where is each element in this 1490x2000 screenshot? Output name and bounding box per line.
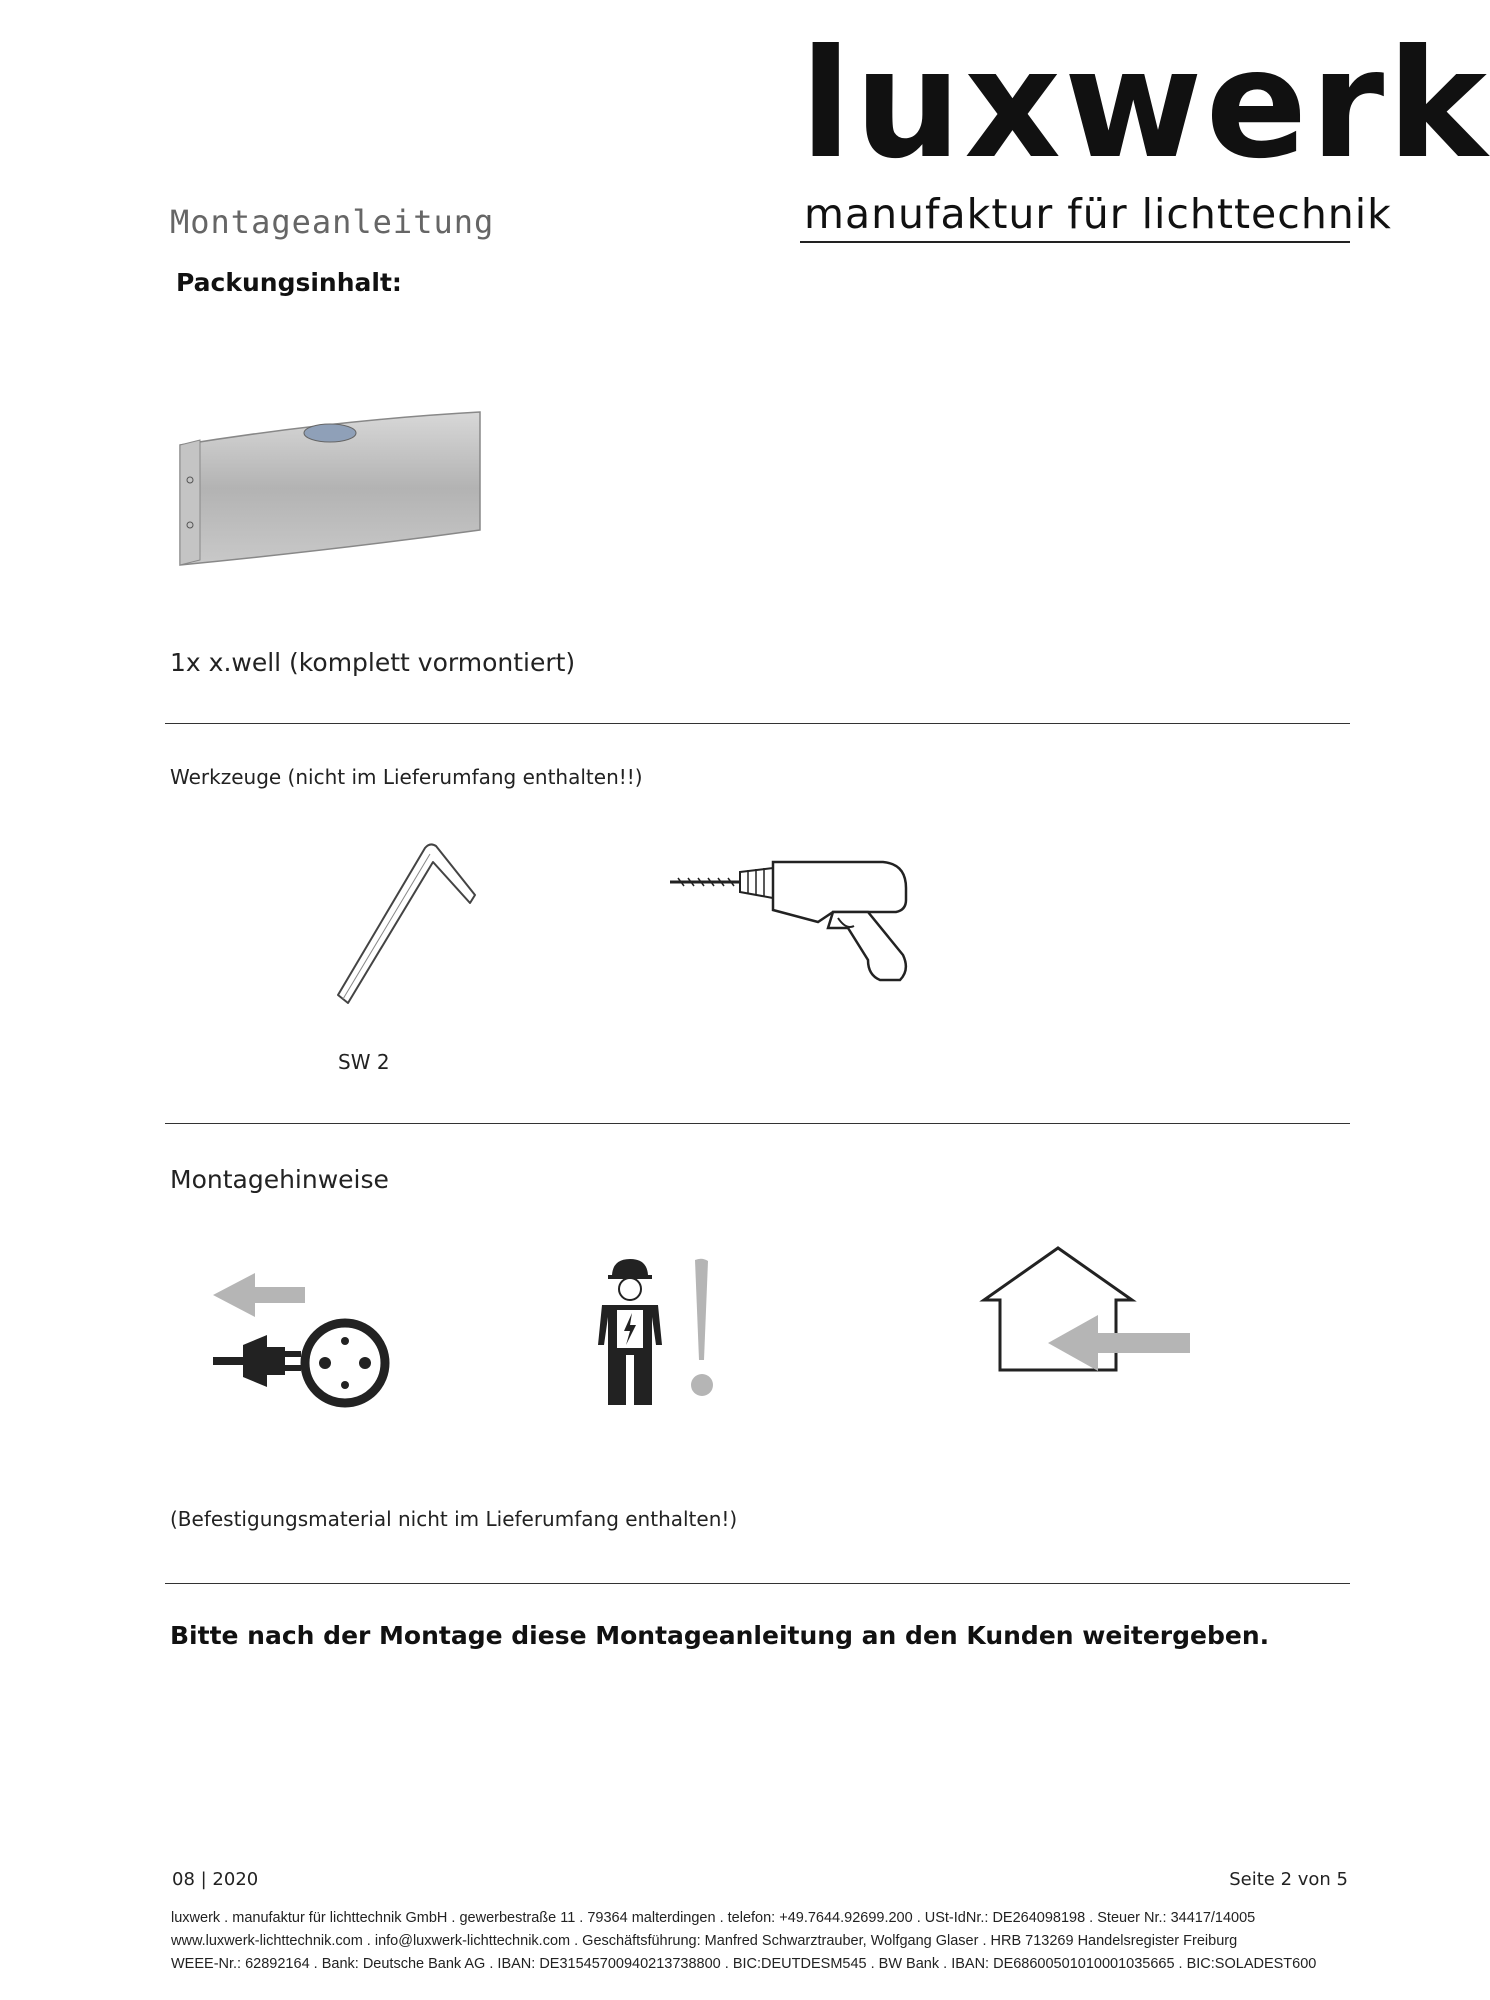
- hex-key-icon: [330, 840, 480, 1010]
- drill-icon: [668, 860, 928, 990]
- indoor-use-icon: [980, 1245, 1190, 1395]
- package-item-caption: 1x x.well (komplett vormontiert): [170, 648, 576, 677]
- footer-imprint: [171, 1907, 1346, 1976]
- footer-line-company: luxwerk . manufaktur für lichttechnik GmbH . gewerbestraße 11 . 79364 malterdingen . telefon: +49.7644.92699.200 . USt-IdNr.: DE264098198 . Steuer Nr.: 34417/14005: [171, 1910, 1256, 1926]
- footer-line-bank: WEEE-Nr.: 62892164 . Bank: Deutsche Bank AG . IBAN: DE31545700940213738800 . BIC:DEUTDESM545 . BW Bank . IBAN: DE68600501010001035665 . BIC:SOLADEST600: [171, 1956, 1317, 1972]
- page-number: Seite 2 von 5: [1229, 1869, 1348, 1890]
- electrician-warning-icon: [590, 1255, 740, 1415]
- section-divider: [165, 1583, 1350, 1584]
- brand-logo: luxwerk: [800, 18, 1490, 192]
- document-title: Montageanleitung: [170, 203, 495, 241]
- footer-line-contact: www.luxwerk-lichttechnik.com . info@luxwerk-lichttechnik.com . Geschäftsführung: Manfred Schwarztrauber, Wolfgang Glaser . HRB 713269 Handelsregister Freiburg: [171, 1933, 1238, 1949]
- tools-heading: Werkzeuge (nicht im Lieferumfang enthalten!!): [170, 765, 643, 789]
- package-heading: Packungsinhalt:: [176, 268, 402, 297]
- section-divider: [165, 723, 1350, 724]
- header-divider: [800, 241, 1350, 243]
- fastening-note: (Befestigungsmaterial nicht im Lieferumfang enthalten!): [170, 1507, 738, 1531]
- unplug-power-icon: [205, 1265, 395, 1405]
- luminaire-illustration: [170, 400, 490, 570]
- section-divider: [165, 1123, 1350, 1124]
- notes-heading: Montagehinweise: [170, 1165, 389, 1194]
- hex-key-label: SW 2: [338, 1050, 390, 1074]
- brand-tagline: manufaktur für lichttechnik: [804, 190, 1392, 238]
- handover-note: Bitte nach der Montage diese Montageanleitung an den Kunden weitergeben.: [170, 1621, 1270, 1650]
- footer-date: 08 | 2020: [172, 1869, 259, 1890]
